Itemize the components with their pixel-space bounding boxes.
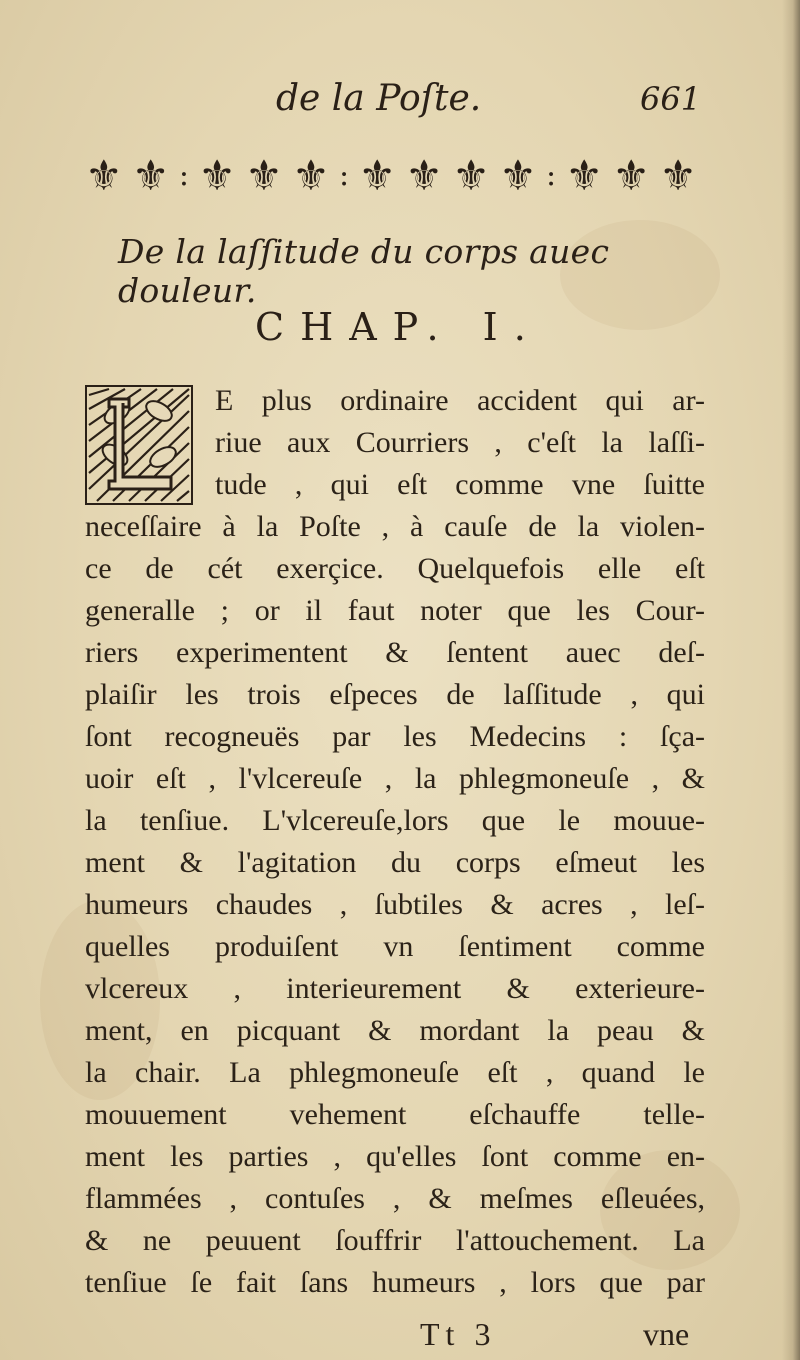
page-footer [0,1316,800,1356]
body-line: vlcereux , interieurement & exterieure- [85,972,705,1005]
body-line: uoir eſt , l'vlcereuſe , la phlegmoneuſe , & [85,762,705,795]
body-line: tude , qui eſt comme vne ſuitte [215,468,705,501]
body-line: ment, en picquant & mordant la peau & [85,1014,705,1047]
fleur-de-lis-icon: ⚜ [565,151,602,200]
body-line: riers experimentent & ſentent auec deſ- [85,636,705,669]
catchword: vne [643,1316,690,1352]
chapter-heading: CHAP. I. [255,305,542,349]
fleur-de-lis-icon: ⚜ [131,151,168,200]
running-title: de la Poſte. [276,78,482,119]
body-line: E plus ordinaire accident qui ar- [215,384,705,417]
body-line: ſont recogneuës par les Medecins : ſça- [85,720,705,753]
body-text [85,380,705,1304]
signature-mark: Tt 3 [420,1316,497,1352]
body-line: ce de cét exerçice. Quelquefois elle eſt [85,552,705,585]
body-line: generalle ; or il faut noter que les Cour- [85,594,705,627]
body-line: tenſiue ſe fait ſans humeurs , lors que par [85,1266,705,1299]
body-line: & ne peuuent ſouffrir l'attouchement. La [85,1224,705,1257]
body-line: la tenſiue. L'vlcereuſe,lors que le mouue- [85,804,705,837]
page-edge-shadow [782,0,800,1360]
body-line: quelles produiſent vn ſentiment comme [85,930,705,963]
running-head [0,78,800,128]
fleur-de-lis-icon: ⚜ [659,151,695,200]
fleur-de-lis-icon: ⚜ [292,151,328,200]
fleur-de-lis-icon: ⚜ [452,151,488,200]
fleur-de-lis-icon: ⚜ [85,151,121,200]
fleur-de-lis-icon: ⚜ [612,151,648,200]
fleur-de-lis-icon: ⚜ [499,151,535,200]
page-number: 661 [640,80,702,118]
body-line: neceſſaire à la Poſte , à cauſe de la violen- [85,510,705,543]
ornament-separator: : [178,158,187,193]
body-line: mouuement vehement eſchauffe telle- [85,1098,705,1131]
body-line: flammées , contuſes , & meſmes eſleuées, [85,1182,705,1215]
body-line: ment & l'agitation du corps eſmeut les [85,846,705,879]
fleuron-ornament-band [85,150,695,202]
body-line: humeurs chaudes , ſubtiles & acres , leſ- [85,888,705,921]
section-title: De la laſſitude du corps auec douleur. [118,232,610,310]
fleur-de-lis-icon: ⚜ [198,151,234,200]
body-line: riue aux Courriers , c'eſt la laſſi- [215,426,705,459]
fleur-de-lis-icon: ⚜ [245,151,281,200]
fleur-de-lis-icon: ⚜ [405,151,441,200]
ornament-separator: : [546,158,555,193]
body-line: plaiſir les trois eſpeces de laſſitude , qui [85,678,705,711]
ornament-separator: : [338,158,348,193]
body-line: la chair. La phlegmoneuſe eſt , quand le [85,1056,705,1089]
fleur-de-lis-icon: ⚜ [358,151,395,200]
body-line: ment les parties , qu'elles ſont comme en- [85,1140,705,1173]
